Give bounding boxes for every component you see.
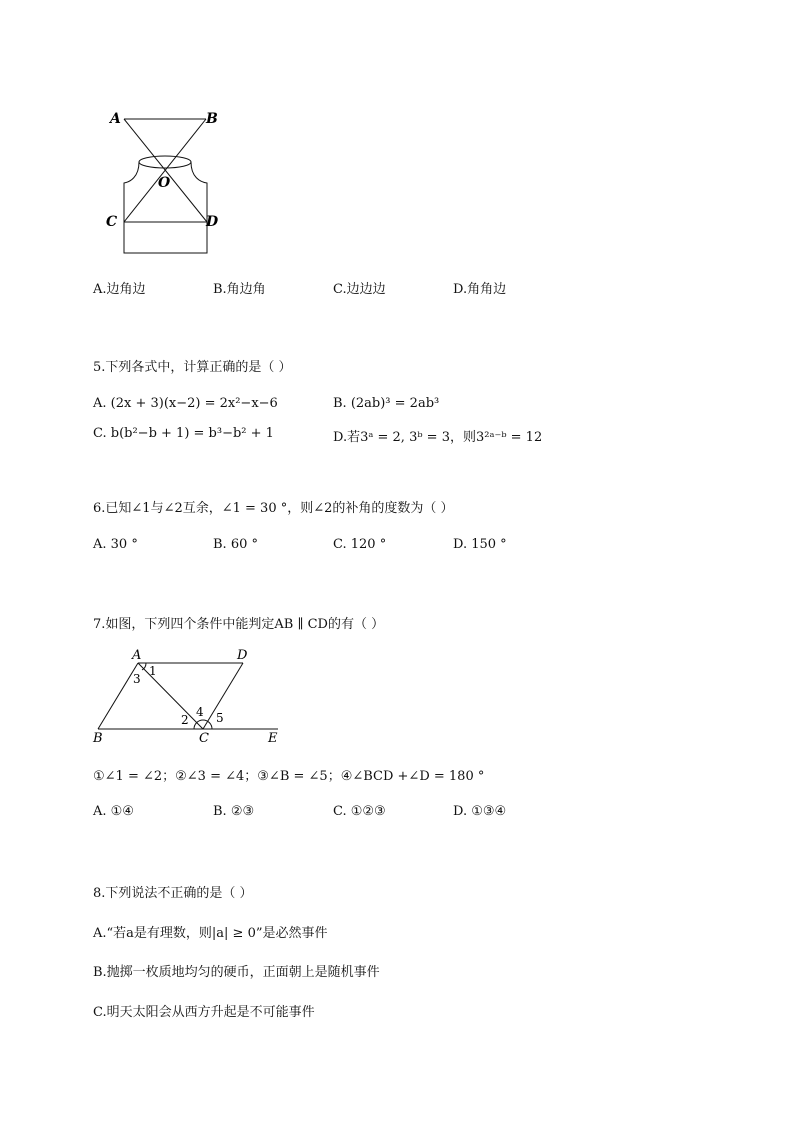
label-c: C xyxy=(106,214,118,230)
angle-label-3: 3 xyxy=(133,672,141,686)
q4-option-b: B.角边角 xyxy=(213,282,266,297)
angle-label-5: 5 xyxy=(216,711,224,725)
label-b: B xyxy=(93,731,103,745)
figure-bottle-crossing-lines xyxy=(100,105,230,260)
label-o: O xyxy=(158,175,171,191)
q8-stem: 8.下列说法不正确的是（ ） xyxy=(93,886,253,901)
q4-option-a: A.边角边 xyxy=(93,282,146,297)
q4-option-c: C.边边边 xyxy=(333,282,386,297)
q7-stem: 7.如图，下列四个条件中能判定AB ∥ CD的有（ ） xyxy=(93,617,385,632)
q5-stem: 5.下列各式中，计算正确的是（ ） xyxy=(93,360,292,375)
q7-option-d: D. ①③④ xyxy=(453,804,507,819)
figure-parallelogram xyxy=(88,645,288,745)
q6-option-b: B. 60 ° xyxy=(213,537,258,552)
bottle-neck-ellipse xyxy=(139,156,191,168)
label-a: A xyxy=(110,111,121,127)
q6-option-c: C. 120 ° xyxy=(333,537,387,552)
label-a: A xyxy=(132,648,142,663)
q7-option-a: A. ①④ xyxy=(93,804,134,819)
q5-option-d: D.若3ᵃ = 2, 3ᵇ = 3，则3²ᵃ⁻ᵇ = 12 xyxy=(333,430,543,445)
q6-option-d: D. 150 ° xyxy=(453,537,507,552)
angle-label-1: 1 xyxy=(149,664,157,678)
label-d: D xyxy=(237,648,248,663)
label-c: C xyxy=(199,731,209,745)
q8-option-b: B.抛掷一枚质地均匀的硬币，正面朝上是随机事件 xyxy=(93,965,380,980)
q6-stem: 6.已知∠1与∠2互余，∠1 = 30 °，则∠2的补角的度数为（ ） xyxy=(93,501,454,516)
q7-option-b: B. ②③ xyxy=(213,804,255,819)
label-e: E xyxy=(268,731,278,745)
q7-conditions: ①∠1 = ∠2；②∠3 = ∠4；③∠B = ∠5；④∠BCD +∠D = 180 ° xyxy=(93,769,485,784)
q6-option-a: A. 30 ° xyxy=(93,537,138,552)
angle-label-2: 2 xyxy=(181,713,189,727)
angle-arc-c xyxy=(194,720,212,729)
angle-arc-a xyxy=(142,663,146,670)
q7-option-c: C. ①②③ xyxy=(333,804,386,819)
q5-option-b: B. (2ab)³ = 2ab³ xyxy=(333,396,440,411)
q5-option-c: C. b(b²−b + 1) = b³−b² + 1 xyxy=(93,426,274,441)
segment-ab xyxy=(98,663,138,729)
q5-option-a: A. (2x + 3)(x−2) = 2x²−x−6 xyxy=(93,396,278,411)
q8-option-c: C.明天太阳会从西方升起是不可能事件 xyxy=(93,1005,315,1020)
label-b: B xyxy=(206,111,218,127)
q8-option-a: A.“若a是有理数，则|a| ≥ 0”是必然事件 xyxy=(93,926,328,941)
angle-label-4: 4 xyxy=(196,705,204,719)
segment-ac xyxy=(138,663,203,729)
label-d: D xyxy=(206,214,219,230)
q4-option-d: D.角角边 xyxy=(453,282,507,297)
